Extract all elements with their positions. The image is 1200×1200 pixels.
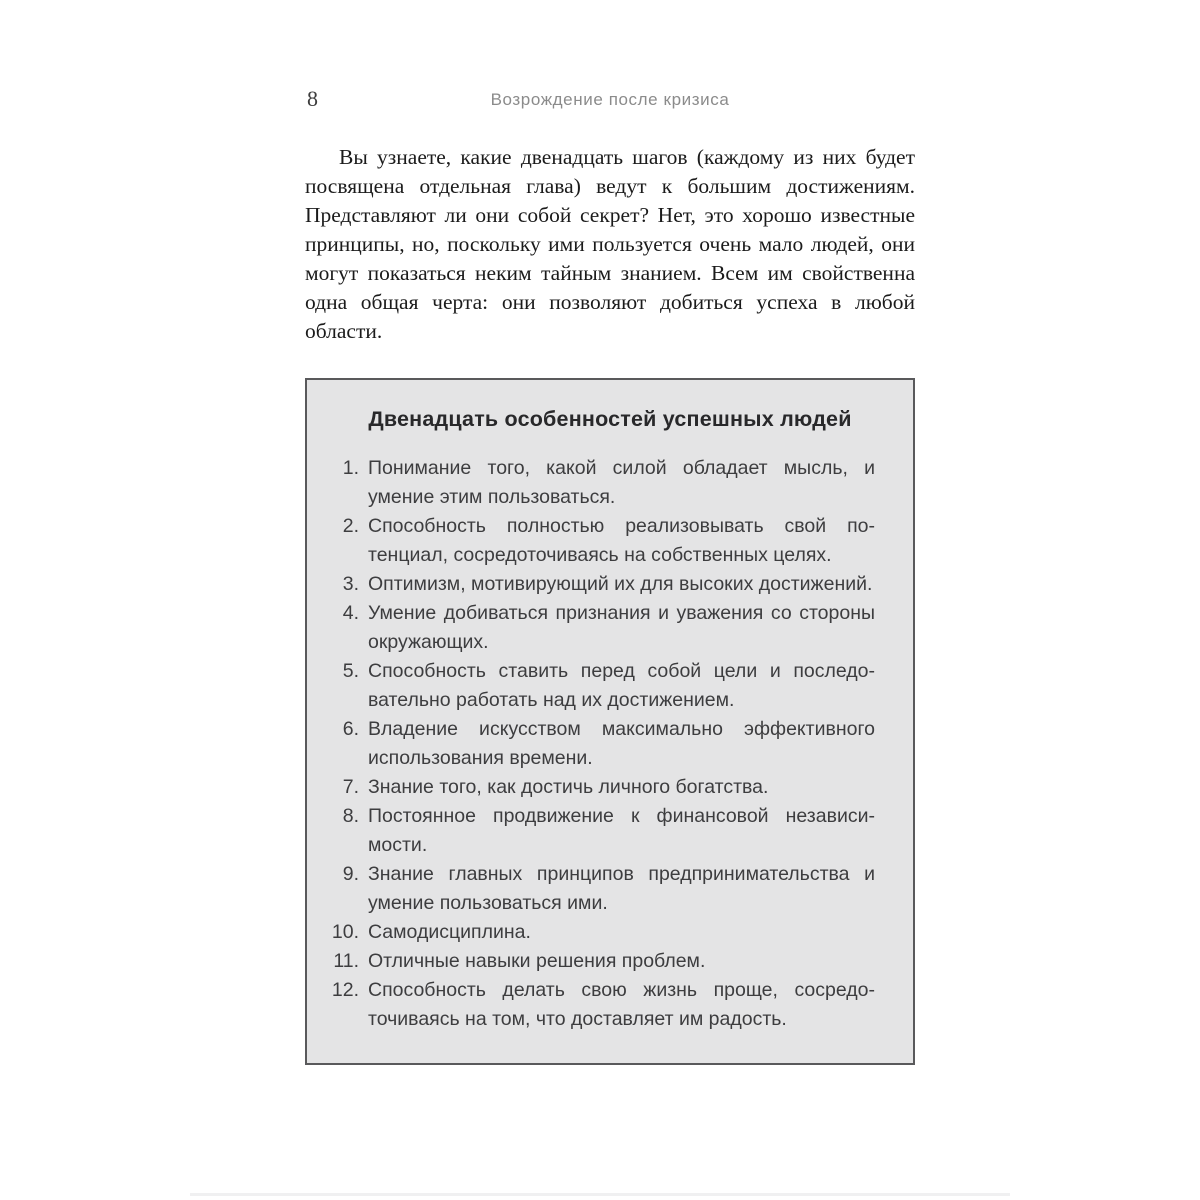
features-box-title: Двенадцать особенностей успешных людей xyxy=(368,407,852,431)
item-text: Знание того, как достичь личного богатства. xyxy=(368,776,769,798)
list-item xyxy=(307,454,913,512)
list-item xyxy=(307,715,913,773)
list-item xyxy=(307,512,913,570)
item-number: 8. xyxy=(342,805,359,827)
item-number: 11. xyxy=(333,950,359,972)
features-box xyxy=(305,378,915,1065)
item-text: Умение добиваться признания и уважения со стороны окружающих. xyxy=(368,602,875,653)
item-text: Отличные навыки решения проблем. xyxy=(368,950,706,972)
item-number: 1. xyxy=(342,457,359,479)
list-item xyxy=(307,570,913,599)
item-text: Постоянное продвижение к финансовой независимости. xyxy=(368,805,875,856)
page-header xyxy=(305,86,915,114)
list-item xyxy=(307,976,913,1034)
item-text: Понимание того, какой силой обладает мысль, и умение этим пользоваться. xyxy=(368,457,875,508)
running-head: Возрождение после кризиса xyxy=(490,90,730,109)
item-text: Владение искусством максимально эффективного использования времени. xyxy=(368,718,875,769)
item-text: Способность делать свою жизнь проще, сосредоточиваясь на том, что доставляет им радость. xyxy=(368,979,875,1030)
page-number: 8 xyxy=(307,86,318,111)
item-number: 2. xyxy=(342,515,359,537)
item-number: 3. xyxy=(342,573,359,595)
list-item xyxy=(307,802,913,860)
list-item xyxy=(307,918,913,947)
page-edge-shadow xyxy=(190,1193,1010,1196)
item-number: 9. xyxy=(342,863,359,885)
item-text: Способность полностью реализовывать свой потенциал, сосредоточиваясь на собственных целях. xyxy=(368,515,875,566)
list-item xyxy=(307,860,913,918)
item-text: Самодисциплина. xyxy=(368,921,531,943)
item-text: Оптимизм, мотивирующий их для высоких достижений. xyxy=(368,573,873,595)
list-item xyxy=(307,773,913,802)
item-number: 12. xyxy=(331,979,359,1001)
item-text: Способность ставить перед собой цели и последовательно работать над их достижением. xyxy=(368,660,875,711)
body-paragraph: Вы узнаете, какие двенадцать шагов (каждому из них будет посвящена отдельная глава) ведут к большим достижениям. Представляют ли они собой секрет? Нет, это хорошо известные принципы, но, поскольку ими пользуется очень мало людей, они могут показаться неким тайным знанием. Всем им свойственна одна общая черта: они позволяют добиться успеха в любой области. xyxy=(305,145,915,343)
item-text: Знание главных принципов предпринимательства и умение пользоваться ими. xyxy=(368,863,875,914)
list-item xyxy=(307,947,913,976)
features-list xyxy=(307,454,913,1034)
item-number: 10. xyxy=(331,921,359,943)
item-number: 4. xyxy=(342,602,359,624)
item-number: 7. xyxy=(342,776,359,798)
list-item xyxy=(307,657,913,715)
item-number: 6. xyxy=(342,718,359,740)
item-number: 5. xyxy=(342,660,359,682)
list-item xyxy=(307,599,913,657)
